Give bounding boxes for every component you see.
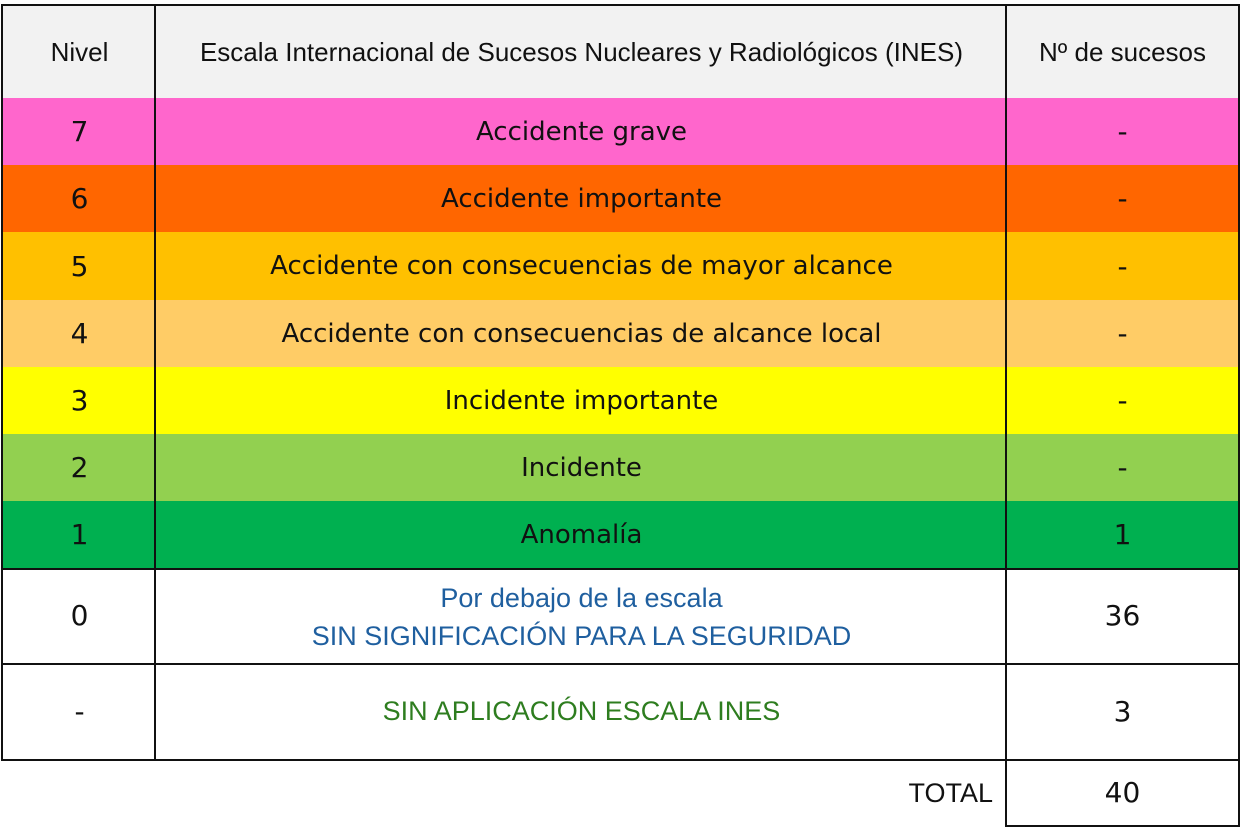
total-value: 40 xyxy=(1005,759,1240,827)
row-0-label-line2: SIN SIGNIFICACIÓN PARA LA SEGURIDAD xyxy=(311,620,852,651)
row-0-count: 36 xyxy=(1005,568,1240,665)
row-2-label: Incidente xyxy=(154,434,1007,503)
total-label: TOTAL xyxy=(908,777,993,808)
row-0-label-line1: Por debajo de la escala xyxy=(440,582,723,613)
row-3-label: Incidente importante xyxy=(154,367,1007,436)
row-4-level: 4 xyxy=(1,300,156,369)
row-5-count: - xyxy=(1005,232,1240,302)
row-0-level: 0 xyxy=(1,568,156,665)
row-3-count: - xyxy=(1005,367,1240,436)
row-5-level: 5 xyxy=(1,232,156,302)
header-sucesos: Nº de sucesos xyxy=(1005,4,1240,100)
row-na-label: SIN APLICACIÓN ESCALA INES xyxy=(154,663,1007,761)
row-0-label xyxy=(154,568,1007,665)
row-na-count: 3 xyxy=(1005,663,1240,761)
row-4-count: - xyxy=(1005,300,1240,369)
row-1-label: Anomalía xyxy=(154,501,1007,570)
row-1-count: 1 xyxy=(1005,501,1240,570)
row-5-label: Accidente con consecuencias de mayor alcance xyxy=(154,232,1007,302)
row-6-label: Accidente importante xyxy=(154,165,1007,234)
header-nivel: Nivel xyxy=(1,4,156,100)
row-7-label: Accidente grave xyxy=(154,98,1007,167)
header-escala: Escala Internacional de Sucesos Nucleares y Radiológicos (INES) xyxy=(154,4,1007,100)
row-4-label: Accidente con consecuencias de alcance local xyxy=(154,300,1007,369)
row-7-count: - xyxy=(1005,98,1240,167)
row-3-level: 3 xyxy=(1,367,156,436)
row-2-level: 2 xyxy=(1,434,156,503)
row-6-level: 6 xyxy=(1,165,156,234)
row-6-count: - xyxy=(1005,165,1240,234)
row-1-level: 1 xyxy=(1,501,156,570)
row-7-level: 7 xyxy=(1,98,156,167)
row-na-level: - xyxy=(1,663,156,761)
row-2-count: - xyxy=(1005,434,1240,503)
